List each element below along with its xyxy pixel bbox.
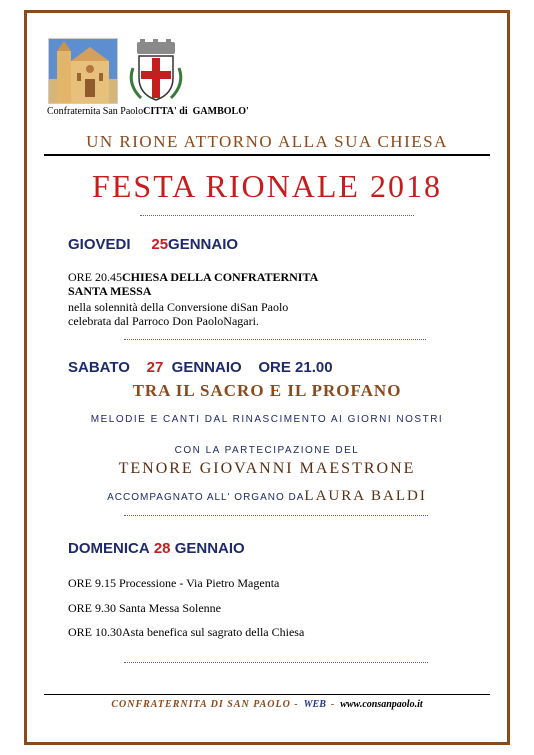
- domenica-heading: DOMENICA 28 GENNAIO: [68, 540, 245, 557]
- footer: CONFRATERNITA DI SAN PAOLO - WEB - www.consanpaolo.it: [111, 699, 423, 710]
- giovedi-line-2: SANTA MESSA: [68, 284, 152, 298]
- sabato-title: TRA IL SACRO E IL PROFANO: [132, 381, 402, 400]
- tenore-name: TENORE GIOVANNI MAESTRONE: [118, 460, 416, 477]
- giovedi-line-1: ORE 20.45CHIESA DELLA CONFRATERNITA: [68, 270, 319, 284]
- sabato-heading: SABATO 27 GENNAIO ORE 21.00: [68, 359, 333, 376]
- domenica-event: ORE 9.30 Santa Messa Solenne: [68, 601, 221, 615]
- bottom-rule: [44, 694, 490, 695]
- divider: [124, 662, 428, 663]
- giovedi-heading: GIOVEDI 25GENNAIO: [68, 236, 239, 253]
- domenica-event: ORE 10.30Asta benefica sul sagrato della Chiesa: [68, 625, 305, 639]
- website-link[interactable]: www.consanpaolo.it: [340, 699, 423, 710]
- coat-of-arms-icon: [121, 38, 191, 104]
- sabato-partecipazione: CON LA PARTECIPAZIONE DEL: [174, 445, 360, 456]
- giovedi-line-3: nella solennità della Conversione diSan Paolo: [68, 300, 289, 314]
- domenica-event: ORE 9.15 Processione - Via Pietro Magenta: [68, 576, 280, 590]
- giovedi-line-4: celebrata dal Parroco Don PaoloNagari.: [68, 314, 259, 328]
- header-caption: Confraternita San PaoloCITTA' di GAMBOLO': [47, 106, 249, 117]
- rione-title: UN RIONE ATTORNO ALLA SUA CHIESA: [86, 132, 448, 151]
- top-rule: [44, 154, 490, 156]
- divider: [140, 215, 414, 216]
- sabato-subtitle: MELODIE E CANTI DAL RINASCIMENTO AI GIORNI NOSTRI: [90, 414, 444, 425]
- divider: [124, 339, 426, 340]
- church-photo: [48, 38, 118, 104]
- organo-line: ACCOMPAGNATO ALL' ORGANO DALAURA BALDI: [107, 488, 427, 504]
- festa-title: FESTA RIONALE 2018: [92, 168, 442, 204]
- divider: [124, 515, 428, 516]
